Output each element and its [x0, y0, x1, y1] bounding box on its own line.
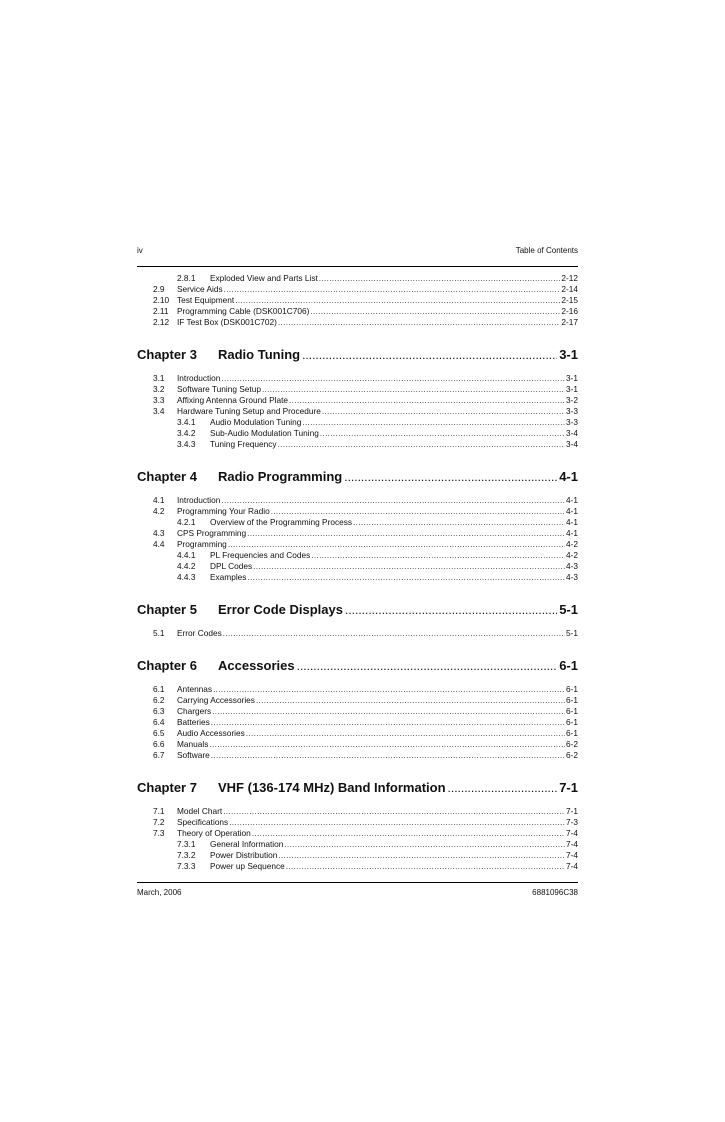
entry-page: 7-1: [566, 806, 578, 816]
entry-page: 4-2: [566, 539, 578, 549]
dot-leader: [235, 295, 560, 306]
toc-entry[interactable]: [137, 739, 578, 750]
chapter-title: Radio Tuning: [218, 347, 301, 362]
chapter-body: [218, 346, 578, 364]
entry-number: 6.1: [153, 684, 165, 694]
entry-body: [210, 417, 578, 428]
entry-title: Introduction: [177, 373, 221, 383]
footer-rule: [137, 882, 578, 883]
chapter-heading[interactable]: [137, 601, 578, 619]
entry-title: Manuals: [177, 739, 209, 749]
toc-entry[interactable]: [137, 750, 578, 761]
dot-leader: [253, 561, 565, 572]
entry-number: 7.3.2: [177, 850, 196, 860]
dot-leader: [228, 539, 565, 550]
dot-leader: [320, 428, 565, 439]
footer-date: March, 2006: [137, 888, 182, 897]
dot-leader: [448, 779, 558, 797]
entry-body: [177, 739, 578, 750]
entry-page: 3-3: [566, 406, 578, 416]
entry-title: IF Test Box (DSK001C702): [177, 317, 277, 327]
toc-entry[interactable]: [137, 317, 578, 328]
entry-body: [210, 861, 578, 872]
dot-leader: [221, 495, 565, 506]
entry-body: [177, 495, 578, 506]
toc-entry[interactable]: [137, 539, 578, 550]
entry-number: 2.11: [153, 306, 169, 316]
entry-body: [177, 717, 578, 728]
entry-title: Model Chart: [177, 806, 223, 816]
toc-entry[interactable]: [137, 506, 578, 517]
entry-page: 3-4: [566, 439, 578, 449]
toc-entry[interactable]: [137, 628, 578, 639]
entry-title: Examples: [210, 572, 247, 582]
entry-number: 7.3.3: [177, 861, 196, 871]
dot-leader: [247, 572, 565, 583]
entry-number: 4.4.2: [177, 561, 196, 571]
entry-number: 7.1: [153, 806, 165, 816]
entry-body: [210, 561, 578, 572]
toc-entry[interactable]: [137, 706, 578, 717]
entry-page: 4-1: [566, 528, 578, 538]
entry-page: 7-4: [566, 828, 578, 838]
chapter-heading[interactable]: [137, 468, 578, 486]
entry-body: [177, 395, 578, 406]
entry-number: 7.3.1: [177, 839, 196, 849]
entry-page: 3-1: [566, 373, 578, 383]
entry-page: 6-1: [566, 684, 578, 694]
chapter-page: 7-1: [559, 780, 578, 795]
dot-leader: [286, 861, 565, 872]
entry-page: 5-1: [566, 628, 578, 638]
entry-title: Exploded View and Parts List: [210, 273, 318, 283]
dot-leader: [302, 417, 565, 428]
entry-page: 7-4: [566, 850, 578, 860]
entry-page: 6-1: [566, 695, 578, 705]
toc-entry[interactable]: [137, 495, 578, 506]
entry-page: 4-1: [566, 517, 578, 527]
entry-page: 4-3: [566, 572, 578, 582]
entry-number: 3.4.2: [177, 428, 196, 438]
entry-number: 6.3: [153, 706, 165, 716]
entry-body: [177, 706, 578, 717]
entry-body: [177, 295, 578, 306]
chapter-page: 4-1: [559, 469, 578, 484]
entry-body: [210, 439, 578, 450]
entry-page: 6-2: [566, 750, 578, 760]
entry-title: Test Equipment: [177, 295, 235, 305]
dot-leader: [209, 739, 565, 750]
entry-body: [210, 273, 578, 284]
entry-number: 4.3: [153, 528, 165, 538]
toc-entry[interactable]: [137, 417, 578, 428]
entry-title: Service Aids: [177, 284, 223, 294]
entry-title: Audio Modulation Tuning: [210, 417, 302, 427]
doc-number: 6881096C38: [532, 888, 578, 897]
dot-leader: [252, 828, 565, 839]
dot-leader: [289, 395, 565, 406]
entry-number: 2.9: [153, 284, 165, 294]
dot-leader: [256, 695, 565, 706]
toc-entry[interactable]: [137, 528, 578, 539]
toc-entry[interactable]: [137, 806, 578, 817]
dot-leader: [221, 373, 565, 384]
entry-body: [177, 628, 578, 639]
chapter-heading[interactable]: [137, 779, 578, 797]
toc-entry[interactable]: [137, 273, 578, 284]
entry-number: 4.4.3: [177, 572, 196, 582]
entry-body: [177, 728, 578, 739]
entry-body: [210, 572, 578, 583]
toc-entry[interactable]: [137, 695, 578, 706]
toc-entry[interactable]: [137, 384, 578, 395]
toc-entry[interactable]: [137, 284, 578, 295]
entry-body: [177, 373, 578, 384]
chapter-label: Chapter 7: [137, 780, 197, 795]
dot-leader: [311, 550, 565, 561]
chapter-page: 3-1: [559, 347, 578, 362]
entry-number: 6.5: [153, 728, 165, 738]
entry-body: [177, 506, 578, 517]
dot-leader: [322, 406, 565, 417]
chapter-label: Chapter 5: [137, 602, 197, 617]
chapter-body: [218, 601, 578, 619]
entry-title: DPL Codes: [210, 561, 253, 571]
entry-title: Antennas: [177, 684, 213, 694]
entry-number: 4.4.1: [177, 550, 196, 560]
entry-page: 6-1: [566, 728, 578, 738]
toc-entry[interactable]: [137, 850, 578, 861]
entry-title: Carrying Accessories: [177, 695, 255, 705]
entry-number: 6.2: [153, 695, 165, 705]
entry-number: 6.4: [153, 717, 165, 727]
entry-body: [210, 428, 578, 439]
entry-page: 4-1: [566, 506, 578, 516]
entry-title: Programming Your Radio: [177, 506, 270, 516]
dot-leader: [262, 384, 565, 395]
dot-leader: [310, 306, 560, 317]
toc-entry[interactable]: [137, 295, 578, 306]
entry-title: Theory of Operation: [177, 828, 251, 838]
dot-leader: [271, 506, 565, 517]
toc-entry[interactable]: [137, 717, 578, 728]
toc-entry[interactable]: [137, 561, 578, 572]
dot-leader: [224, 284, 561, 295]
entry-number: 3.3: [153, 395, 165, 405]
entry-number: 3.4.1: [177, 417, 196, 427]
dot-leader: [212, 706, 565, 717]
entry-title: Introduction: [177, 495, 221, 505]
toc-entry[interactable]: [137, 550, 578, 561]
entry-page: 3-2: [566, 395, 578, 405]
entry-title: Specifications: [177, 817, 229, 827]
toc-entry[interactable]: [137, 684, 578, 695]
entry-page: 7-4: [566, 861, 578, 871]
entry-body: [177, 528, 578, 539]
toc-entry[interactable]: [137, 406, 578, 417]
entry-page: 3-3: [566, 417, 578, 427]
dot-leader: [302, 346, 557, 364]
entry-body: [177, 684, 578, 695]
entry-body: [210, 517, 578, 528]
toc-entry[interactable]: [137, 728, 578, 739]
entry-number: 2.8.1: [177, 273, 196, 283]
toc-entry[interactable]: [137, 517, 578, 528]
dot-leader: [353, 517, 565, 528]
entry-title: Chargers: [177, 706, 212, 716]
entry-number: 4.2.1: [177, 517, 196, 527]
dot-leader: [247, 528, 565, 539]
entry-page: 4-2: [566, 550, 578, 560]
entry-title: Affixing Antenna Ground Plate: [177, 395, 289, 405]
entry-page: 2-15: [561, 295, 578, 305]
entry-title: PL Frequencies and Codes: [210, 550, 311, 560]
entry-body: [210, 839, 578, 850]
chapter-body: [218, 657, 578, 675]
chapter-title: Accessories: [218, 658, 295, 673]
dot-leader: [211, 717, 565, 728]
entry-number: 4.2: [153, 506, 165, 516]
chapter-label: Chapter 4: [137, 469, 197, 484]
entry-number: 2.10: [153, 295, 170, 305]
dot-leader: [223, 806, 565, 817]
toc-entry[interactable]: [137, 817, 578, 828]
entry-title: General Information: [210, 839, 284, 849]
entry-number: 4.4: [153, 539, 165, 549]
dot-leader: [246, 728, 565, 739]
entry-body: [210, 550, 578, 561]
entry-title: Error Codes: [177, 628, 222, 638]
entry-number: 4.1: [153, 495, 165, 505]
toc-entry[interactable]: [137, 395, 578, 406]
entry-body: [177, 750, 578, 761]
entry-page: 4-1: [566, 495, 578, 505]
toc-entry[interactable]: [137, 861, 578, 872]
dot-leader: [345, 601, 557, 619]
entry-title: Audio Accessories: [177, 728, 245, 738]
entry-title: Power Distribution: [210, 850, 278, 860]
entry-title: Sub-Audio Modulation Tuning: [210, 428, 319, 438]
toc-entry[interactable]: [137, 373, 578, 384]
entry-title: Tuning Frequency: [210, 439, 277, 449]
chapter-page: 5-1: [559, 602, 578, 617]
dot-leader: [278, 439, 565, 450]
entry-number: 7.2: [153, 817, 165, 827]
toc-entry[interactable]: [137, 306, 578, 317]
entry-page: 4-3: [566, 561, 578, 571]
entry-body: [177, 817, 578, 828]
page-label: iv: [137, 246, 143, 255]
entry-number: 7.3: [153, 828, 165, 838]
entry-body: [177, 406, 578, 417]
entry-title: Software Tuning Setup: [177, 384, 261, 394]
entry-page: 6-1: [566, 717, 578, 727]
entry-page: 6-2: [566, 739, 578, 749]
dot-leader: [284, 839, 565, 850]
dot-leader: [213, 684, 565, 695]
entry-page: 7-4: [566, 839, 578, 849]
entry-body: [177, 284, 578, 295]
entry-page: 3-4: [566, 428, 578, 438]
chapter-heading[interactable]: [137, 346, 578, 364]
dot-leader: [278, 850, 565, 861]
entry-page: 6-1: [566, 706, 578, 716]
entry-body: [177, 317, 578, 328]
entry-title: Programming: [177, 539, 227, 549]
entry-number: 2.12: [153, 317, 170, 327]
chapter-body: [218, 779, 578, 797]
section-title: Table of Contents: [515, 246, 578, 255]
toc-entry[interactable]: [137, 572, 578, 583]
chapter-label: Chapter 6: [137, 658, 197, 673]
entry-page: 2-17: [561, 317, 578, 327]
dot-leader: [319, 273, 561, 284]
entry-title: Batteries: [177, 717, 210, 727]
entry-title: Hardware Tuning Setup and Procedure: [177, 406, 321, 416]
toc-entry[interactable]: [137, 428, 578, 439]
chapter-heading[interactable]: [137, 657, 578, 675]
entry-body: [210, 850, 578, 861]
entry-page: 7-3: [566, 817, 578, 827]
entry-page: 2-12: [561, 273, 578, 283]
entry-body: [177, 539, 578, 550]
chapter-label: Chapter 3: [137, 347, 197, 362]
chapter-body: [218, 468, 578, 486]
entry-body: [177, 384, 578, 395]
toc-entry[interactable]: [137, 839, 578, 850]
entry-number: 3.2: [153, 384, 165, 394]
entry-title: Power up Sequence: [210, 861, 285, 871]
entry-number: 3.4.3: [177, 439, 196, 449]
dot-leader: [297, 657, 558, 675]
entry-number: 3.1: [153, 373, 165, 383]
entry-number: 6.6: [153, 739, 165, 749]
dot-leader: [229, 817, 565, 828]
chapter-page: 6-1: [559, 658, 578, 673]
entry-title: Software: [177, 750, 210, 760]
entry-title: CPS Programming: [177, 528, 247, 538]
entry-page: 2-14: [561, 284, 578, 294]
entry-number: 6.7: [153, 750, 165, 760]
entry-body: [177, 695, 578, 706]
dot-leader: [223, 628, 565, 639]
toc-entry[interactable]: [137, 439, 578, 450]
header-rule: [137, 266, 578, 267]
entry-body: [177, 828, 578, 839]
chapter-title: VHF (136-174 MHz) Band Information: [218, 780, 446, 795]
entry-body: [177, 306, 578, 317]
entry-page: 3-1: [566, 384, 578, 394]
entry-page: 2-16: [561, 306, 578, 316]
dot-leader: [278, 317, 560, 328]
dot-leader: [344, 468, 557, 486]
entry-title: Programming Cable (DSK001C706): [177, 306, 310, 316]
toc-entry[interactable]: [137, 828, 578, 839]
entry-body: [177, 806, 578, 817]
entry-title: Overview of the Programming Process: [210, 517, 353, 527]
chapter-title: Error Code Displays: [218, 602, 343, 617]
entry-number: 3.4: [153, 406, 165, 416]
dot-leader: [211, 750, 565, 761]
chapter-title: Radio Programming: [218, 469, 343, 484]
entry-number: 5.1: [153, 628, 165, 638]
